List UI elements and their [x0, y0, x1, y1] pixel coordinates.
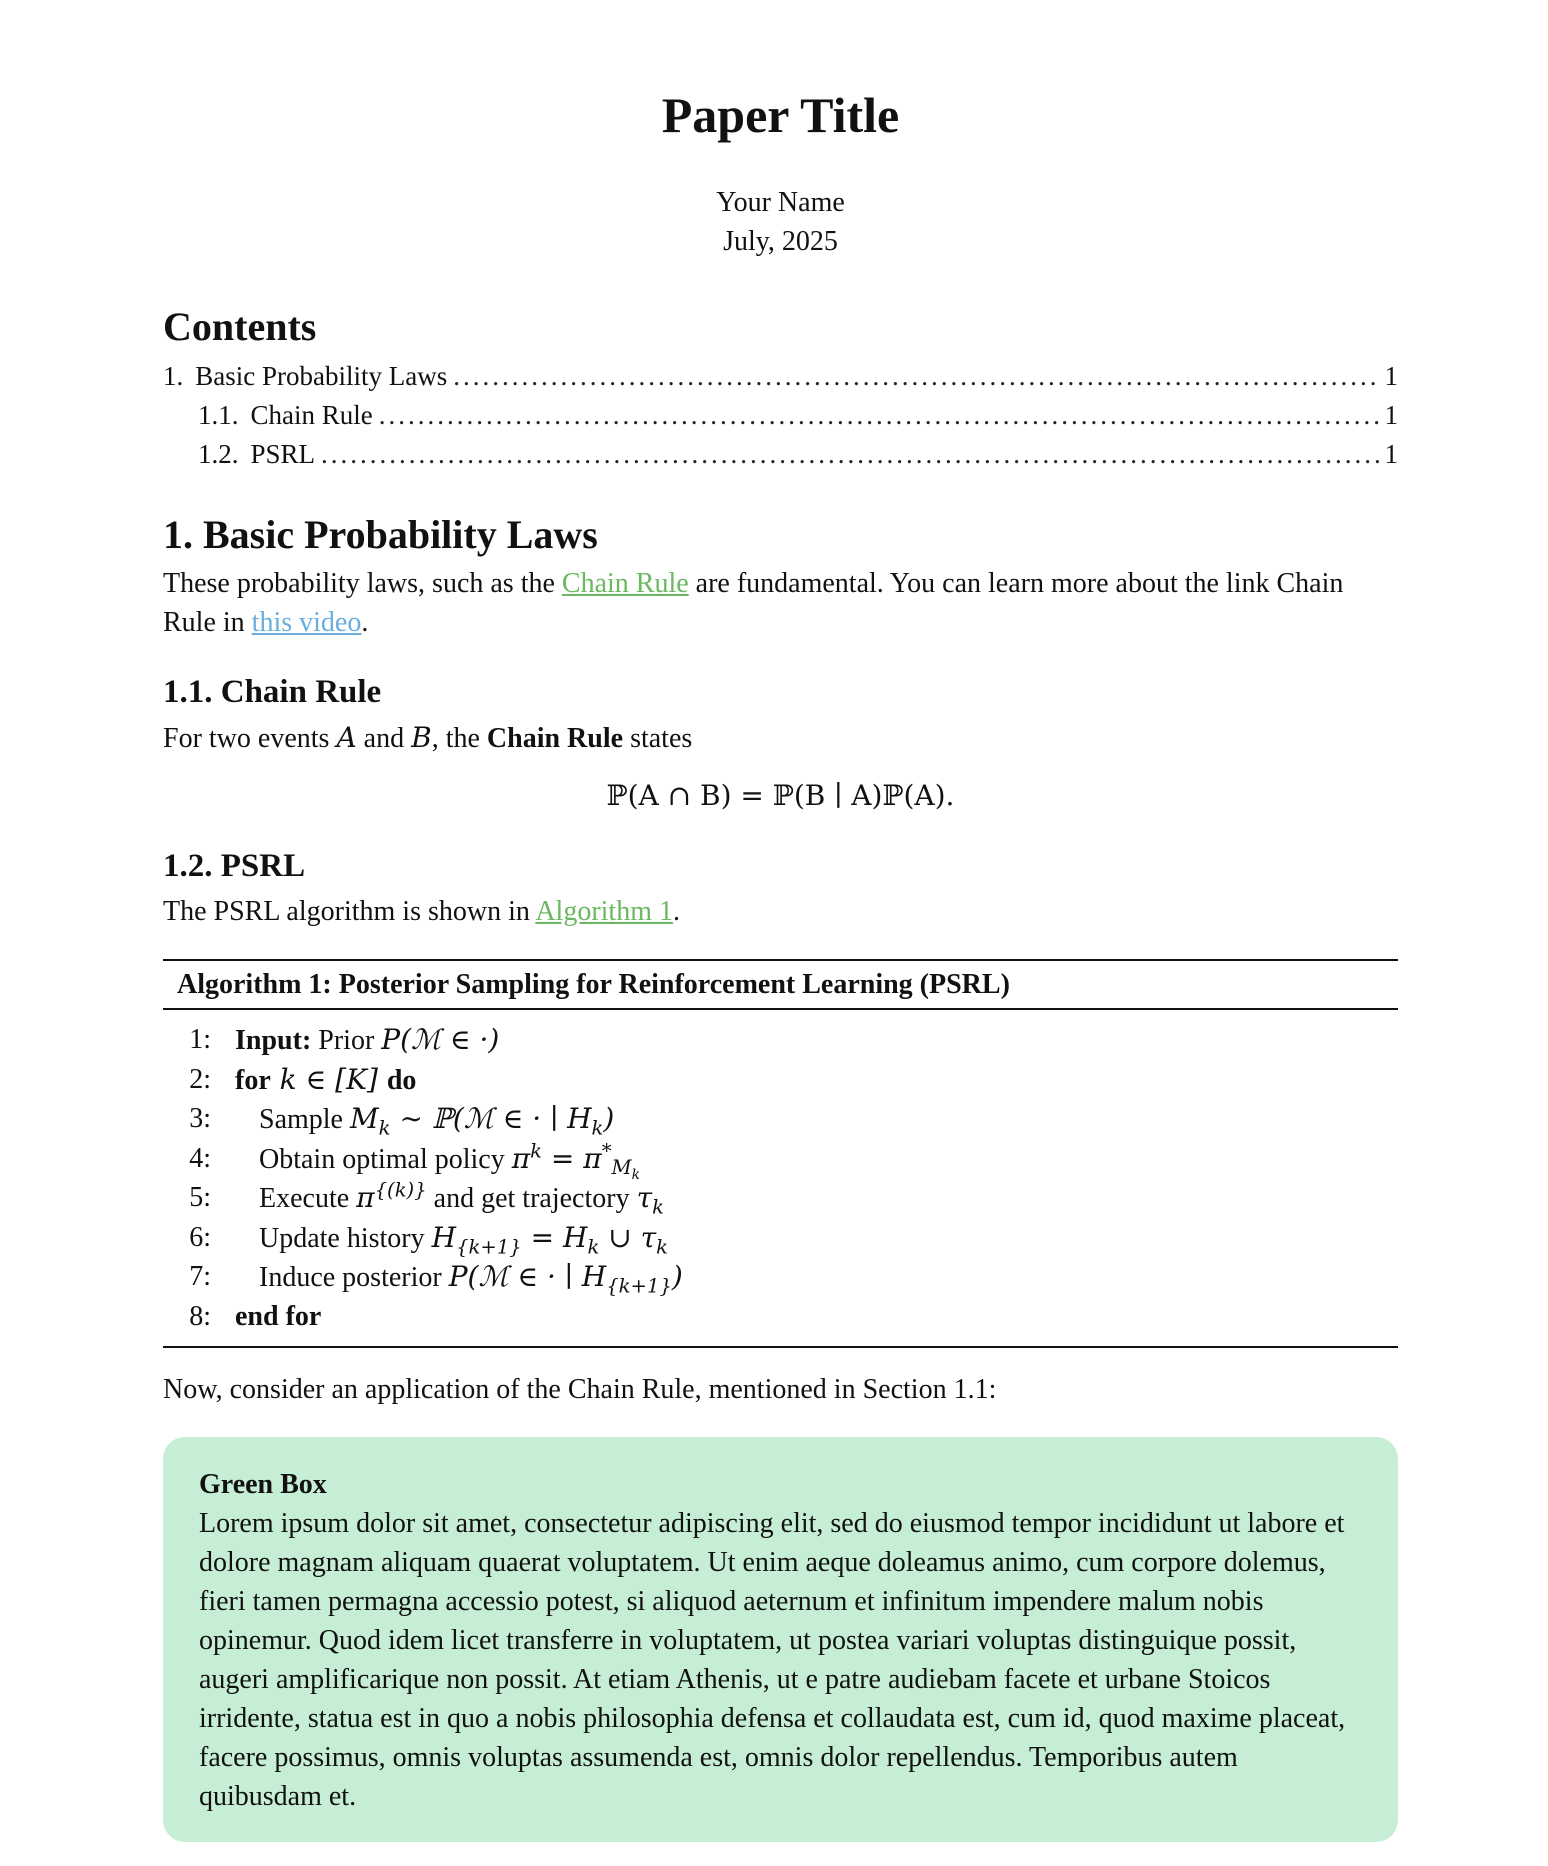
toc-entry-number: 1.: [163, 361, 184, 391]
paper-page: [163, 0, 1398, 1842]
line-text: Sample: [259, 1104, 350, 1135]
section-1-paragraph: [163, 564, 1398, 642]
line-text: Prior: [311, 1025, 382, 1056]
line-number: 2:: [189, 1063, 211, 1095]
chain-rule-link[interactable]: Chain Rule: [561, 568, 689, 599]
toc-entry-label: PSRL: [250, 439, 316, 469]
algorithm-lines: [163, 1010, 1398, 1346]
green-box-title: Green Box: [199, 1469, 327, 1500]
line-number: 7:: [189, 1261, 211, 1292]
keyword: end for: [235, 1300, 322, 1332]
video-link[interactable]: this video: [251, 607, 362, 638]
section-heading-basic-probability-laws: 1. Basic Probability Laws: [163, 512, 598, 557]
contents-heading: Contents: [163, 304, 317, 349]
math-expression: $\pi^k = \pi^*_{M_k}$: [511, 1139, 640, 1183]
paper-date: July, 2025: [723, 226, 838, 257]
line-number: 4:: [189, 1142, 211, 1174]
line-code: [235, 1139, 640, 1183]
algorithm-line: [163, 1218, 1398, 1258]
paragraph-text: .: [361, 607, 369, 638]
algorithm-line: [163, 1297, 1398, 1337]
toc-entry-label: Chain Rule: [250, 400, 373, 430]
line-code: [235, 1297, 321, 1337]
math-expression: P(ℳ ∈ ·): [381, 1023, 500, 1056]
keyword: for: [235, 1064, 271, 1096]
math-expression: $H_{\{k+1\}} = H_k$ ∪ $\tau_k$: [431, 1220, 668, 1259]
toc-entry-page: 1: [1384, 439, 1398, 469]
paragraph-text: .: [672, 896, 680, 927]
table-of-contents: [163, 357, 1398, 474]
line-number: 1:: [189, 1024, 211, 1055]
paper-title: Paper Title: [661, 87, 900, 143]
line-number: 6:: [189, 1221, 211, 1253]
toc-dot-leader: [321, 435, 1378, 474]
line-text: Induce posterior: [259, 1262, 449, 1293]
paragraph-text: and: [356, 723, 412, 754]
keyword: do: [386, 1064, 417, 1096]
toc-entry-page: 1: [1384, 400, 1398, 430]
toc-entry-basic-probability-laws[interactable]: [163, 357, 1398, 396]
toc-entry-psrl[interactable]: [163, 435, 1398, 474]
toc-dot-leader: [379, 396, 1379, 435]
algorithm-line: [163, 1099, 1398, 1139]
line-code: [235, 1257, 683, 1297]
green-box-text: Lorem ipsum dolor sit amet, consectetur adipiscing elit, sed do eiusmod tempor incididunt ut labore et dolore magnam aliquam quaerat voluptatem. Ut enim aeque doleamus animo, cum corpore dolemus, fieri tamen permagna accessio potest, si aliquod aeternum et infinitum impendere malum nobis opinemur. Quod idem licet transferre in voluptatem, ut postea variari voluptas distinguique possit, augeri amplificarique non possit. At etiam Athenis, ut e patre audiebam facete et urbane Stoicos irridente, statua est in quo a nobis philosophia defensa et collaudata est, cum id, quod maxime placeat, facere possimus, omnis voluptas assumenda est, omnis dolor repellendus. Temporibus autem quibusdam et.: [199, 1508, 1346, 1812]
math-variable-b: B: [411, 721, 432, 754]
algorithm-line: [163, 1060, 1398, 1100]
psrl-paragraph: [163, 892, 1398, 931]
math-variable-a: A: [336, 721, 357, 754]
paragraph-text: The PSRL algorithm is shown in: [163, 896, 536, 927]
chain-rule-term: Chain Rule: [486, 723, 624, 754]
paragraph-text: , the: [431, 723, 487, 754]
paragraph-text: are fundamental. You can learn more about the link Chain Rule in: [163, 568, 1344, 638]
subsection-heading-chain-rule: 1.1. Chain Rule: [163, 674, 382, 710]
math-expression: $M_k$ ∼ ℙ(ℳ ∈ · ∣ $H_k$): [350, 1102, 615, 1140]
algorithm-caption: Algorithm 1: Posterior Sampling for Reinforcement Learning (PSRL): [163, 961, 1398, 1010]
math-expression: $\pi^{\{(k)\}}$: [356, 1178, 427, 1214]
line-number: 5:: [189, 1182, 211, 1213]
chain-rule-equation: ℙ(A ∩ B) = ℙ(B ∣ A)ℙ(A).: [606, 779, 955, 812]
algorithm-line: [163, 1139, 1398, 1183]
math-expression: $\tau_k$: [636, 1181, 664, 1219]
paragraph-text: These probability laws, such as the: [163, 568, 562, 599]
keyword: Input:: [235, 1025, 312, 1056]
algorithm-line: [163, 1257, 1398, 1297]
line-number: 3:: [189, 1103, 211, 1134]
line-code: [235, 1020, 499, 1060]
line-code: [235, 1060, 416, 1100]
green-box: [163, 1437, 1398, 1842]
line-number: 8:: [189, 1300, 211, 1332]
paper-author: Your Name: [716, 187, 845, 218]
algorithm-link[interactable]: Algorithm 1: [535, 896, 673, 927]
math-expression: P(ℳ ∈ · ∣ $H_{\{k+1\}}$): [448, 1260, 683, 1298]
toc-dot-leader: [453, 357, 1378, 396]
algorithm-line: [163, 1178, 1398, 1218]
toc-entry-number: 1.1.: [198, 400, 239, 430]
paragraph-text: For two events: [163, 723, 337, 754]
algorithm-line: [163, 1020, 1398, 1060]
line-code: [235, 1099, 614, 1139]
paragraph-text: states: [623, 723, 693, 754]
line-code: [235, 1178, 664, 1218]
toc-entry-number: 1.2.: [198, 439, 239, 469]
toc-entry-label: Basic Probability Laws: [195, 361, 448, 391]
math-expression: k ∈ [K]: [270, 1062, 387, 1096]
algorithm-block: [163, 959, 1398, 1348]
chain-rule-paragraph: [163, 718, 1398, 758]
subsection-heading-psrl: 1.2. PSRL: [163, 848, 306, 884]
line-text: Execute: [259, 1183, 357, 1214]
after-algorithm-paragraph: Now, consider an application of the Chain Rule, mentioned in Section 1.1:: [163, 1374, 997, 1405]
line-text: and get trajectory: [426, 1183, 637, 1214]
toc-entry-chain-rule[interactable]: [163, 396, 1398, 435]
line-text: Obtain optimal policy: [259, 1143, 512, 1175]
toc-entry-page: 1: [1384, 361, 1398, 391]
line-code: [235, 1218, 668, 1258]
line-text: Update history: [259, 1222, 432, 1254]
